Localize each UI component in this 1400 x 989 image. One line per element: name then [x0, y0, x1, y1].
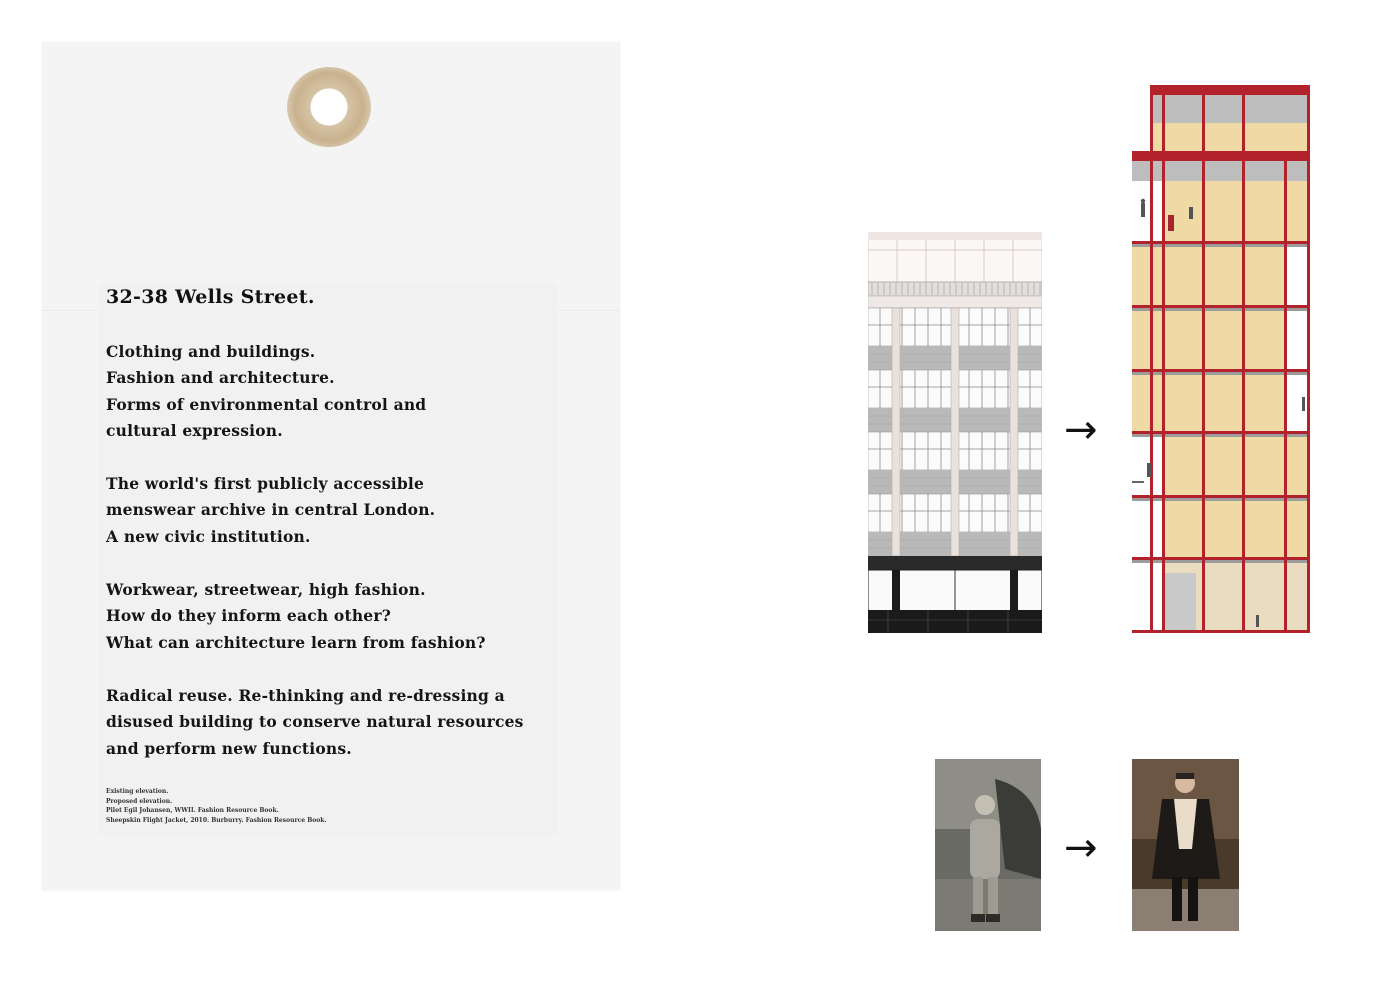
line: and perform new functions.	[106, 738, 352, 758]
paragraph-3	[106, 577, 486, 656]
proposed-elevation-drawing	[1132, 85, 1310, 633]
jacket-photo	[1132, 759, 1239, 931]
line: Fashion and architecture.	[106, 368, 335, 388]
tag-eyelet	[287, 67, 371, 147]
paragraph-4	[106, 683, 524, 762]
line: The world's first publicly accessible	[106, 474, 425, 493]
line: A new civic institution.	[106, 526, 311, 546]
tag-title: 32-38 Wells Street.	[106, 286, 315, 308]
image-captions	[106, 787, 327, 825]
line: Radical reuse. Re-thinking and re-dressing a	[106, 686, 505, 705]
caption-jacket: Sheepskin Flight Jacket, 2010. Burburry. Fashion Resource Book.	[106, 816, 327, 824]
arrow-right-icon: →	[1064, 407, 1098, 453]
line: What can architecture learn from fashion?	[106, 632, 486, 652]
caption-existing: Existing elevation.	[106, 788, 169, 795]
line: Workwear, streetwear, high fashion.	[106, 580, 426, 599]
existing-elevation-drawing	[868, 232, 1042, 633]
arrow-right-icon: →	[1064, 825, 1098, 871]
line: menswear archive in central London.	[106, 500, 436, 520]
paragraph-2	[106, 471, 435, 550]
caption-pilot: Pilot Egil Johansen, WWII. Fashion Resource Book.	[106, 807, 279, 814]
line: Forms of environmental control and	[106, 394, 427, 414]
pilot-photo	[935, 759, 1041, 931]
line: disused building to conserve natural resources	[106, 712, 524, 732]
line: Clothing and buildings.	[106, 342, 316, 361]
caption-proposed: Proposed elevation.	[106, 797, 173, 805]
line: How do they inform each other?	[106, 606, 391, 626]
line: cultural expression.	[106, 420, 283, 440]
paragraph-1	[106, 339, 426, 444]
